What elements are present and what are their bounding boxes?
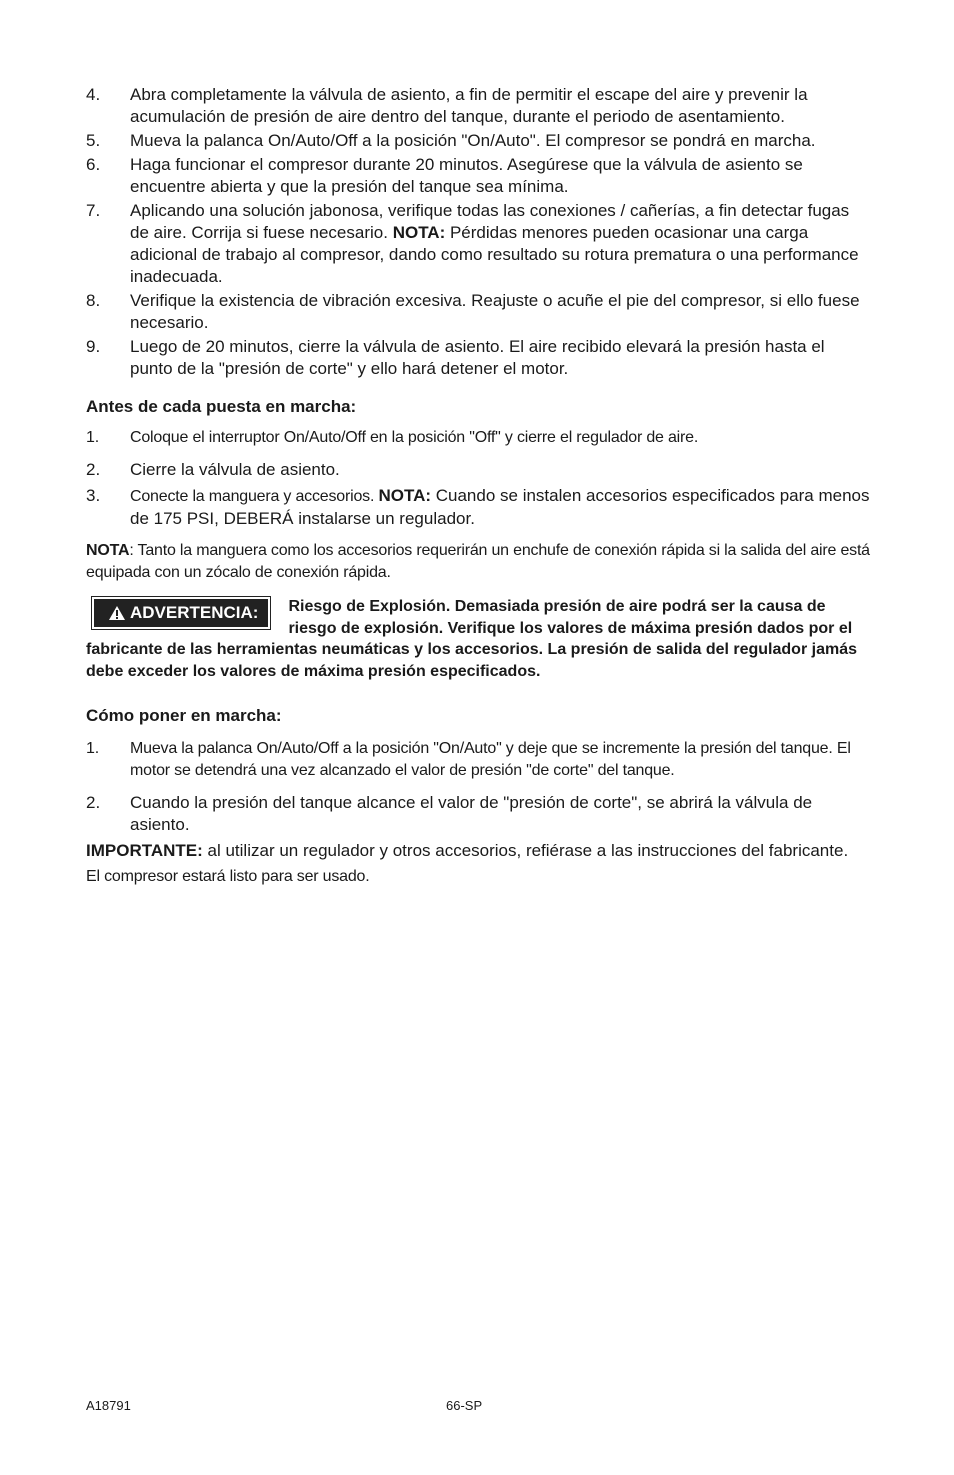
list-item — [86, 738, 870, 782]
warning-badge — [92, 597, 270, 629]
list-item — [86, 130, 870, 152]
list-number: 2. — [86, 460, 101, 479]
list-text: Mueva la palanca On/Auto/Off a la posición "On/Auto" y deje que se incremente la presión del tanque. El motor se detendrá una vez alcanzado el valor de presión "de corte" del tanque. — [130, 740, 851, 779]
warning-text: Riesgo de Explosión. Demasiada presión de aire podrá ser la causa de riesgo de explosión. Verifique los valores de máxima presión dados por el fabricante de las herramientas neumáticas y los accesorios. La presión de salida del regulador jamás debe exceder los valores de máxima presión especificados. — [86, 598, 857, 680]
list-number: 3. — [86, 486, 101, 505]
list-text: Cierre la válvula de asiento. — [130, 460, 340, 479]
list-text: Cuando se instalen accesorios especificados para menos de 175 PSI, DEBERÁ instalarse un regulador. — [130, 486, 870, 528]
important-text: al utilizar un regulador y otros accesorios, refiérase a las instrucciones del fabricante. — [202, 841, 849, 860]
list-item — [86, 792, 870, 836]
list-text: Abra completamente la válvula de asiento, a fin de permitir el escape del aire y prevenir la acumulación de presión de aire dentro del tanque, durante el periodo de asentamiento. — [130, 85, 808, 126]
note-paragraph — [86, 540, 870, 584]
note-label: NOTA — [86, 542, 130, 559]
how-to-start-list — [86, 738, 870, 836]
list-number: 7. — [86, 201, 101, 220]
list-number: 1. — [86, 429, 99, 446]
section-heading-before-start: Antes de cada puesta en marcha: — [86, 397, 357, 416]
important-paragraph — [86, 840, 870, 862]
list-number: 1. — [86, 740, 99, 757]
list-number: 5. — [86, 131, 101, 150]
list-item — [86, 485, 870, 530]
list-text: Cuando la presión del tanque alcance el valor de "presión de corte", se abrirá la válvula de asiento. — [130, 793, 813, 834]
list-text: Conecte la manguera y accesorios. — [130, 488, 379, 505]
list-item — [86, 459, 870, 481]
section-heading-how-to-start: Cómo poner en marcha: — [86, 706, 282, 725]
list-text: Haga funcionar el compresor durante 20 minutos. Asegúrese que la válvula de asiento se encuentre abierta y que la presión del tanque sea mínima. — [130, 155, 803, 196]
startup-steps-list — [86, 84, 870, 380]
list-text: Luego de 20 minutos, cierre la válvula de asiento. El aire recibido elevará la presión hasta el punto de la "presión de corte" y ello hará detener el motor. — [130, 337, 825, 378]
list-text: Verifique la existencia de vibración excesiva. Reajuste o acuñe el pie del compresor, si ello fuese necesario. — [130, 291, 860, 332]
list-item — [86, 427, 870, 449]
list-text: Aplicando una solución jabonosa, verifique todas las conexiones / cañerías, a fin detectar fugas de aire. Corrija si fuese necesario. — [130, 201, 850, 242]
list-item — [86, 154, 870, 198]
page-number: 66-SP — [446, 1398, 483, 1413]
list-number: 2. — [86, 793, 101, 812]
note-text: : Tanto la manguera como los accesorios requerirán un enchufe de conexión rápida si la salida del aire está equipada con un zócalo de conexión rápida. — [86, 542, 870, 581]
list-item — [86, 200, 870, 288]
list-number: 8. — [86, 291, 101, 310]
warning-badge-label: ADVERTENCIA: — [130, 603, 259, 622]
note-label: NOTA: — [392, 223, 446, 242]
list-text: Coloque el interruptor On/Auto/Off en la posición "Off" y cierre el regulador de aire. — [130, 429, 699, 446]
list-item — [86, 336, 870, 380]
list-number: 9. — [86, 337, 101, 356]
list-number: 6. — [86, 155, 101, 174]
list-text: Pérdidas menores pueden ocasionar una carga adicional de trabajo al compresor, dando como resultado su rotura prematura o una performance inadecuada. — [130, 223, 859, 286]
list-text: Mueva la palanca On/Auto/Off a la posición "On/Auto". El compresor se pondrá en marcha. — [130, 131, 816, 150]
list-item — [86, 290, 870, 334]
list-number: 4. — [86, 85, 101, 104]
note-label: NOTA: — [378, 486, 432, 505]
warning-triangle-icon — [108, 605, 126, 621]
page-content — [86, 84, 870, 888]
important-label: IMPORTANTE: — [86, 841, 203, 860]
warning-block — [86, 596, 870, 682]
final-paragraph: El compresor estará listo para ser usado. — [86, 868, 370, 885]
list-item — [86, 84, 870, 128]
before-start-list — [86, 427, 870, 530]
document-code: A18791 — [86, 1398, 131, 1413]
